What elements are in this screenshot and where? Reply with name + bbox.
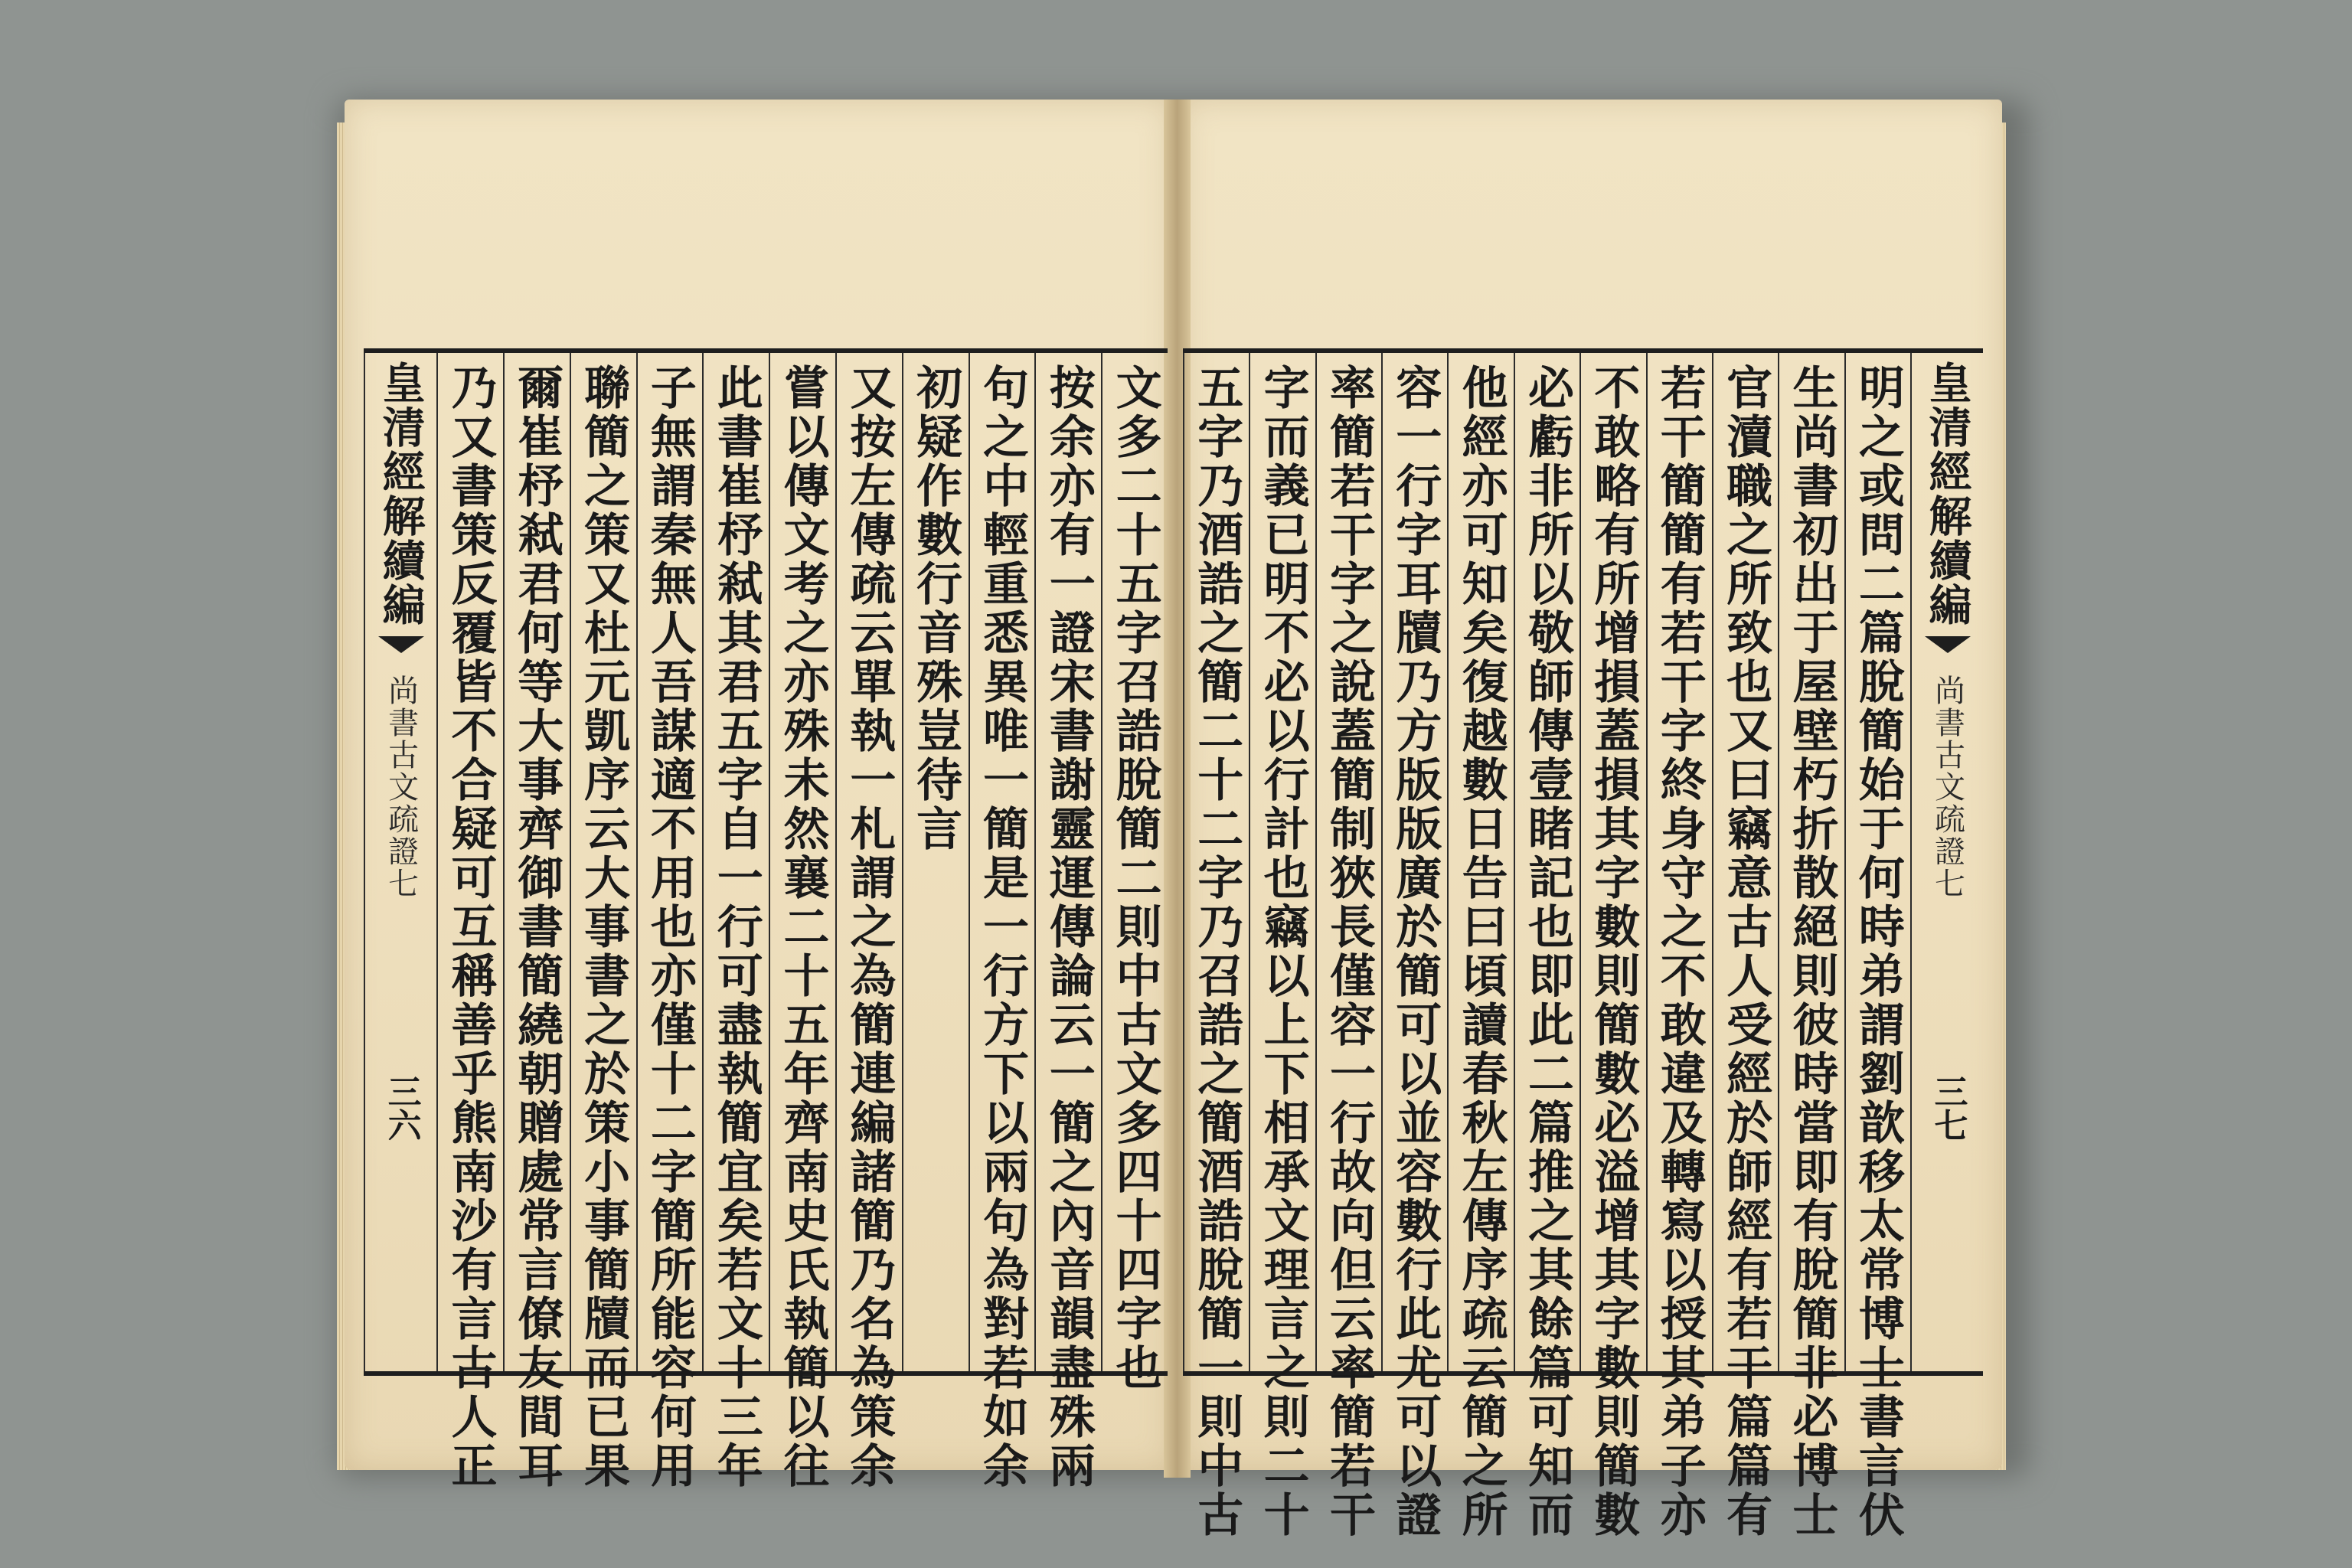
right-page-margin-column xyxy=(1910,353,1983,1371)
text-column: 又按左傳疏云單執一札謂之為簡連編諸簡乃名為策余 xyxy=(835,353,902,1371)
text-column: 按余亦有一證宋書謝靈運傳論云一簡之內音韻盡殊兩 xyxy=(1034,353,1101,1371)
text-column: 嘗以傳文考之亦殊未然襄二十五年齊南史氏執簡以往 xyxy=(769,353,835,1371)
fish-tail-mark-icon xyxy=(1925,636,1971,653)
chapter-title: 尚書古文疏證七 xyxy=(1929,675,1965,900)
left-page-text-block xyxy=(364,348,1168,1491)
text-column: 字而義已明不必以行計也竊以上下相承文理言之則二十 xyxy=(1249,353,1315,1371)
text-column: 不敢略有所增損蓋損其字數則簡數必溢增其字數則簡數 xyxy=(1579,353,1645,1371)
text-column: 生尚書初出于屋壁朽折散絕則彼時當即有脫簡非必博士 xyxy=(1778,353,1844,1371)
text-column: 乃又書策反覆皆不合疑可互稱善乎熊南沙有言古人正 xyxy=(436,353,503,1371)
text-column: 文多二十五字召誥脫簡二則中古文多四十四字也 xyxy=(1101,353,1168,1371)
text-column: 他經亦可知矣復越數日告曰頃讀春秋左傳序疏云簡之所 xyxy=(1447,353,1513,1371)
text-column: 官瀆職之所致也又曰竊意古人受經於師經有若干篇篇有 xyxy=(1712,353,1778,1371)
left-page-margin-column xyxy=(364,353,436,1371)
book-title: 皇清經解續編 xyxy=(375,361,426,627)
text-column: 句之中輕重悉異唯一簡是一行方下以兩句為對若如余 xyxy=(969,353,1035,1371)
text-column: 聯簡之策又杜元凱序云大事書之於策小事簡牘而已果 xyxy=(570,353,636,1371)
text-column: 若干簡簡有若干字終身守之不敢違及轉寫以授其弟子亦 xyxy=(1646,353,1712,1371)
text-column: 子無謂秦無人吾謀適不用也亦僅十二字簡所能容何用 xyxy=(636,353,703,1371)
leaf-number: 三七 xyxy=(1928,1074,1968,1142)
text-column: 此書崔杼弒其君五字自一行可盡執簡宜矣若文十三年 xyxy=(702,353,769,1371)
text-column: 率簡若干字之說蓋簡制狹長僅容一行故向但云率簡若干 xyxy=(1315,353,1381,1371)
leaf-number: 三六 xyxy=(381,1074,421,1142)
text-column: 爾崔杼弒君何等大事齊御書簡繞朝贈處常言僚友間耳 xyxy=(503,353,570,1371)
text-column: 容一行字耳牘乃方版版廣於簡可以並容數行此尤可以證 xyxy=(1381,353,1447,1371)
text-column: 五字乃酒誥之簡二十二字乃召誥之簡酒誥脫簡一則中古 xyxy=(1183,353,1249,1371)
text-column: 初疑作數行音殊豈待言 xyxy=(902,353,969,1371)
right-page-text-block xyxy=(1183,348,1983,1540)
fish-tail-mark-icon xyxy=(378,636,424,653)
text-column: 必虧非所以敬師傳壹睹記也即此二篇推之其餘篇可知而 xyxy=(1514,353,1579,1371)
book-title: 皇清經解續編 xyxy=(1922,361,1973,627)
text-column: 明之或問二篇脫簡始于何時弟謂劉歆移太常博士書言伏 xyxy=(1844,353,1910,1371)
chapter-title: 尚書古文疏證七 xyxy=(383,675,419,900)
